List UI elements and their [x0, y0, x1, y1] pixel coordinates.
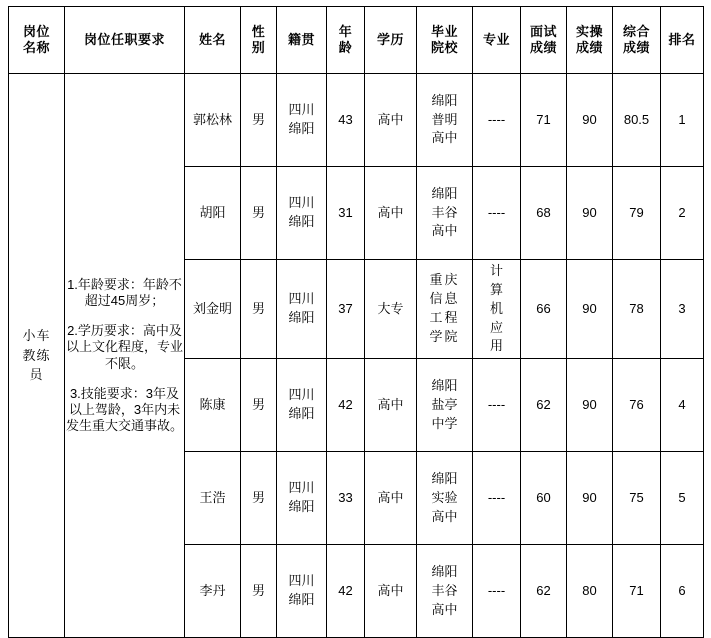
requirement-item: 1.年龄要求：年龄不超过45周岁；	[67, 276, 182, 308]
cell-practical-score	[567, 260, 613, 359]
header-practical-score	[567, 7, 613, 74]
cell-name	[185, 359, 241, 452]
header-age-text: 年龄	[338, 23, 353, 55]
interview-score-text: 68	[536, 204, 551, 220]
header-rank	[661, 7, 704, 74]
origin-text: 四川绵阳	[288, 195, 315, 229]
requirement-item: 2.学历要求：高中及以上文化程度，专业不限。	[66, 323, 184, 371]
header-origin	[277, 7, 327, 74]
age-text: 42	[338, 397, 353, 413]
requirement-item: 3.技能要求：3年及以上驾龄，3年内未发生重大交通事故。	[66, 385, 184, 434]
practical-score-text: 80	[582, 583, 597, 599]
cell-major	[473, 359, 521, 452]
gender-text: 男	[251, 300, 265, 316]
total-score-text: 75	[629, 490, 644, 506]
cell-education	[365, 452, 417, 545]
cell-name	[185, 545, 241, 638]
cell-education	[365, 359, 417, 452]
cell-rank	[661, 260, 704, 359]
school-text: 重庆信息工程学院	[429, 272, 460, 344]
cell-school	[417, 260, 473, 359]
name-text: 胡阳	[199, 204, 226, 220]
interview-score-text: 62	[536, 397, 551, 413]
cell-practical-score	[567, 167, 613, 260]
name-text: 王浩	[199, 490, 226, 506]
header-rank-text: 排名	[668, 31, 696, 47]
cell-total-score	[613, 452, 661, 545]
school-text: 绵阳实验高中	[431, 470, 458, 524]
cell-total-score	[613, 545, 661, 638]
cell-interview-score	[521, 545, 567, 638]
gender-text: 男	[251, 111, 265, 127]
practical-score-text: 90	[582, 397, 597, 413]
cell-origin	[277, 260, 327, 359]
cell-age	[327, 545, 365, 638]
cell-rank	[661, 545, 704, 638]
total-score-text: 79	[629, 204, 644, 220]
header-total-score	[613, 7, 661, 74]
header-post-requirements-text: 岗位任职要求	[83, 31, 165, 47]
header-major-text: 专业	[482, 31, 510, 47]
cell-major	[473, 452, 521, 545]
table-header-row	[9, 7, 704, 74]
origin-text: 四川绵阳	[288, 573, 315, 608]
cell-school	[417, 74, 473, 167]
cell-school	[417, 452, 473, 545]
cell-origin	[277, 359, 327, 452]
cell-gender	[241, 359, 277, 452]
cell-interview-score	[521, 74, 567, 167]
cell-education	[365, 545, 417, 638]
post-requirements-cell	[65, 74, 185, 638]
cell-education	[365, 74, 417, 167]
practical-score-text: 90	[582, 111, 597, 127]
header-name	[185, 7, 241, 74]
cell-age	[327, 167, 365, 260]
name-text: 李丹	[199, 583, 226, 599]
gender-text: 男	[251, 583, 265, 599]
major-text: 计算机应用	[489, 263, 503, 354]
cell-rank	[661, 167, 704, 260]
cell-name	[185, 260, 241, 359]
cell-education	[365, 167, 417, 260]
interview-score-text: 66	[536, 300, 551, 316]
cell-practical-score	[567, 359, 613, 452]
header-major	[473, 7, 521, 74]
interview-score-text: 71	[536, 111, 551, 127]
cell-name	[185, 452, 241, 545]
origin-text: 四川绵阳	[288, 387, 315, 422]
cell-gender	[241, 167, 277, 260]
header-name-text: 姓名	[198, 31, 226, 47]
major-text: ----	[487, 490, 506, 506]
interview-score-text: 62	[536, 583, 551, 599]
header-gender	[241, 7, 277, 74]
cell-rank	[661, 452, 704, 545]
name-text: 刘金明	[192, 300, 232, 316]
cell-total-score	[613, 74, 661, 167]
gender-text: 男	[251, 490, 265, 506]
cell-origin	[277, 167, 327, 260]
rank-text: 1	[678, 111, 686, 127]
cell-interview-score	[521, 452, 567, 545]
candidate-score-table	[8, 6, 704, 638]
name-text: 郭松林	[192, 111, 232, 127]
cell-age	[327, 74, 365, 167]
education-text: 高中	[377, 111, 404, 127]
gender-text: 男	[251, 204, 265, 220]
cell-major	[473, 545, 521, 638]
education-text: 大专	[377, 300, 404, 316]
rank-text: 3	[678, 300, 686, 316]
rank-text: 6	[678, 583, 686, 599]
header-interview-score	[521, 7, 567, 74]
education-text: 高中	[377, 397, 404, 413]
cell-practical-score	[567, 545, 613, 638]
cell-major	[473, 167, 521, 260]
rank-text: 4	[678, 397, 686, 413]
cell-interview-score	[521, 359, 567, 452]
cell-total-score	[613, 359, 661, 452]
cell-total-score	[613, 167, 661, 260]
header-total-score-text: 综合成绩	[622, 23, 650, 55]
school-text: 绵阳盐亭中学	[431, 377, 458, 431]
header-post-name	[9, 7, 65, 74]
header-post-requirements	[65, 7, 185, 74]
cell-gender	[241, 74, 277, 167]
header-school	[417, 7, 473, 74]
cell-practical-score	[567, 74, 613, 167]
cell-school	[417, 545, 473, 638]
major-text: ----	[487, 397, 506, 413]
cell-practical-score	[567, 452, 613, 545]
total-score-text: 78	[629, 300, 644, 316]
cell-total-score	[613, 260, 661, 359]
school-text: 绵阳普明高中	[431, 92, 458, 146]
cell-origin	[277, 545, 327, 638]
school-text: 绵阳丰谷高中	[431, 185, 458, 239]
header-education	[365, 7, 417, 74]
age-text: 43	[338, 111, 353, 127]
cell-major	[473, 74, 521, 167]
cell-school	[417, 167, 473, 260]
header-age	[327, 7, 365, 74]
header-gender-text: 性别	[251, 23, 266, 55]
school-text: 绵阳丰谷高中	[431, 563, 458, 617]
cell-interview-score	[521, 167, 567, 260]
major-text: ----	[487, 583, 506, 599]
cell-age	[327, 452, 365, 545]
total-score-text: 76	[629, 397, 644, 413]
cell-age	[327, 260, 365, 359]
cell-gender	[241, 545, 277, 638]
age-text: 31	[338, 204, 353, 220]
header-practical-score-text: 实操成绩	[575, 23, 603, 55]
header-school-text: 毕业院校	[430, 23, 458, 55]
interview-score-text: 60	[536, 490, 551, 506]
origin-text: 四川绵阳	[288, 480, 315, 515]
gender-text: 男	[251, 397, 265, 413]
total-score-text: 80.5	[623, 111, 650, 127]
education-text: 高中	[377, 490, 404, 506]
cell-name	[185, 167, 241, 260]
age-text: 42	[338, 583, 353, 599]
cell-rank	[661, 359, 704, 452]
cell-age	[327, 359, 365, 452]
rank-text: 2	[678, 204, 686, 220]
cell-interview-score	[521, 260, 567, 359]
cell-name	[185, 74, 241, 167]
major-text: ----	[487, 111, 506, 127]
header-post-name-text: 岗位名称	[22, 23, 50, 55]
header-education-text: 学历	[376, 31, 404, 47]
post-name-cell	[9, 74, 65, 638]
practical-score-text: 90	[582, 300, 597, 316]
rank-text: 5	[678, 490, 686, 506]
cell-rank	[661, 74, 704, 167]
header-interview-score-text: 面试成绩	[529, 23, 557, 55]
age-text: 33	[338, 490, 353, 506]
education-text: 高中	[377, 583, 404, 599]
major-text: ----	[487, 204, 506, 220]
origin-text: 四川绵阳	[288, 102, 315, 136]
name-text: 陈康	[199, 397, 226, 413]
header-origin-text: 籍贯	[287, 31, 315, 47]
total-score-text: 71	[629, 583, 644, 599]
cell-school	[417, 359, 473, 452]
cell-education	[365, 260, 417, 359]
origin-text: 四川绵阳	[288, 291, 315, 326]
education-text: 高中	[377, 204, 404, 220]
age-text: 37	[338, 300, 353, 316]
cell-origin	[277, 74, 327, 167]
cell-origin	[277, 452, 327, 545]
practical-score-text: 90	[582, 490, 597, 506]
table-row	[9, 74, 704, 167]
cell-major	[473, 260, 521, 359]
post-name-text: 小车教练员	[22, 328, 51, 383]
cell-gender	[241, 260, 277, 359]
cell-gender	[241, 452, 277, 545]
practical-score-text: 90	[582, 204, 597, 220]
